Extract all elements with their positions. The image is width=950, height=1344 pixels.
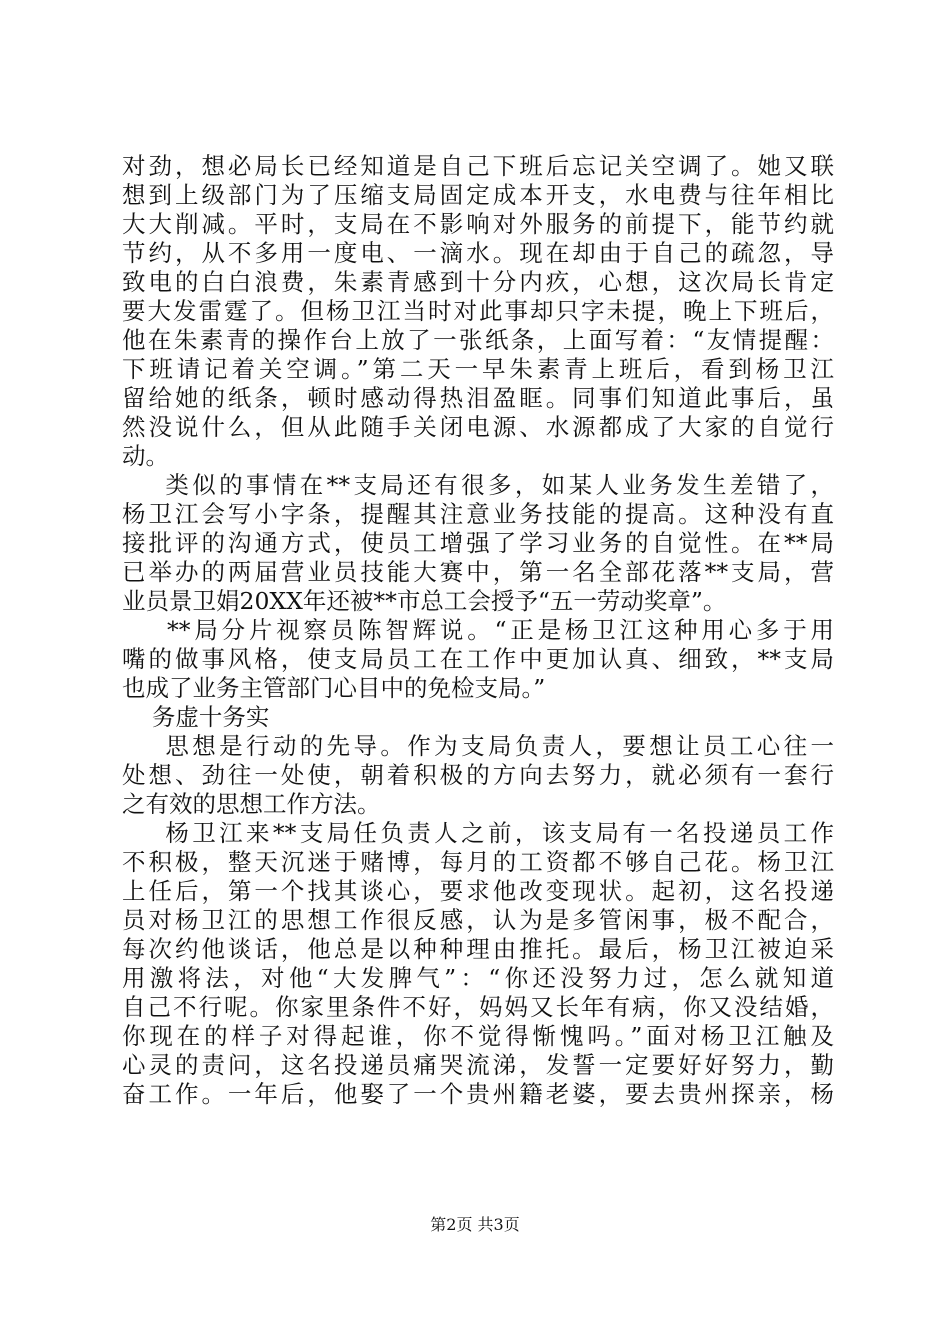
text-line: 想到上级部门为了压缩支局固定成本开支，水电费与往年相比 [122, 181, 834, 209]
text-line: 动。 [122, 442, 169, 470]
text-line: 节约，从不多用一度电、一滴水。现在却由于自己的疏忽，导 [122, 239, 834, 267]
text-line: 然没说什么，但从此随手关闭电源、水源都成了大家的自觉行 [122, 413, 834, 441]
text-line: 嘴的做事风格，使支局员工在工作中更加认真、细致，**支局 [122, 645, 834, 673]
text-line: 思想是行动的先导。作为支局负责人，要想让员工心往一 [122, 732, 834, 760]
text-line: 杨卫江会写小字条，提醒其注意业务技能的提高。这种没有直 [122, 500, 834, 528]
text-line: 要大发雷霆了。但杨卫江当时对此事却只字未提，晚上下班后， [122, 297, 834, 325]
text-line: 已举办的两届营业员技能大赛中，第一名全部花落**支局，营 [122, 558, 834, 586]
text-line: 每次约他谈话，他总是以种种理由推托。最后，杨卫江被迫采 [122, 935, 834, 963]
text-line: 务虚十务实 [122, 703, 270, 731]
text-line: 也成了业务主管部门心目中的免检支局。” [122, 674, 546, 702]
text-line: 上任后，第一个找其谈心，要求他改变现状。起初，这名投递 [122, 877, 834, 905]
text-line: 杨卫江来**支局任负责人之前，该支局有一名投递员工作 [122, 819, 834, 847]
text-line: 他在朱素青的操作台上放了一张纸条，上面写着：“友情提醒： [122, 326, 834, 354]
page-footer: 第2页 共3页 [430, 1215, 520, 1234]
text-line: 业员景卫娟20XX年还被**市总工会授予“五一劳动奖章”。 [122, 587, 727, 615]
text-line: 之有效的思想工作方法。 [122, 790, 381, 818]
text-line: 用激将法，对他“大发脾气”：“你还没努力过，怎么就知道 [122, 964, 834, 992]
text-line: 员对杨卫江的思想工作很反感，认为是多管闲事，极不配合， [122, 906, 834, 934]
text-line: 接批评的沟通方式，使员工增强了学习业务的自觉性。在**局 [122, 529, 834, 557]
text-line: 你现在的样子对得起谁，你不觉得惭愧吗。”面对杨卫江触及 [122, 1022, 834, 1050]
text-line: 不积极，整天沉迷于赌博，每月的工资都不够自己花。杨卫江 [122, 848, 834, 876]
text-line: 对劲，想必局长已经知道是自己下班后忘记关空调了。她又联 [122, 152, 834, 180]
text-line: 留给她的纸条，顿时感动得热泪盈眶。同事们知道此事后，虽 [122, 384, 834, 412]
text-line: 致电的白白浪费，朱素青感到十分内疚，心想，这次局长肯定 [122, 268, 834, 296]
text-line: 自己不行呢。你家里条件不好，妈妈又长年有病，你又没结婚， [122, 993, 834, 1021]
text-line: 类似的事情在**支局还有很多，如某人业务发生差错了， [122, 471, 834, 499]
text-line: 心灵的责问，这名投递员痛哭流涕，发誓一定要好好努力，勤 [122, 1051, 834, 1079]
text-line: 奋工作。一年后，他娶了一个贵州籍老婆，要去贵州探亲，杨 [122, 1080, 834, 1108]
text-line: 下班请记着关空调。”第二天一早朱素青上班后，看到杨卫江 [122, 355, 834, 383]
text-line: **局分片视察员陈智辉说。“正是杨卫江这种用心多于用 [122, 616, 834, 644]
text-line: 大大削减。平时，支局在不影响对外服务的前提下，能节约就 [122, 210, 834, 238]
text-line: 处想、劲往一处使，朝着积极的方向去努力，就必须有一套行 [122, 761, 834, 789]
document-body [122, 152, 834, 1109]
